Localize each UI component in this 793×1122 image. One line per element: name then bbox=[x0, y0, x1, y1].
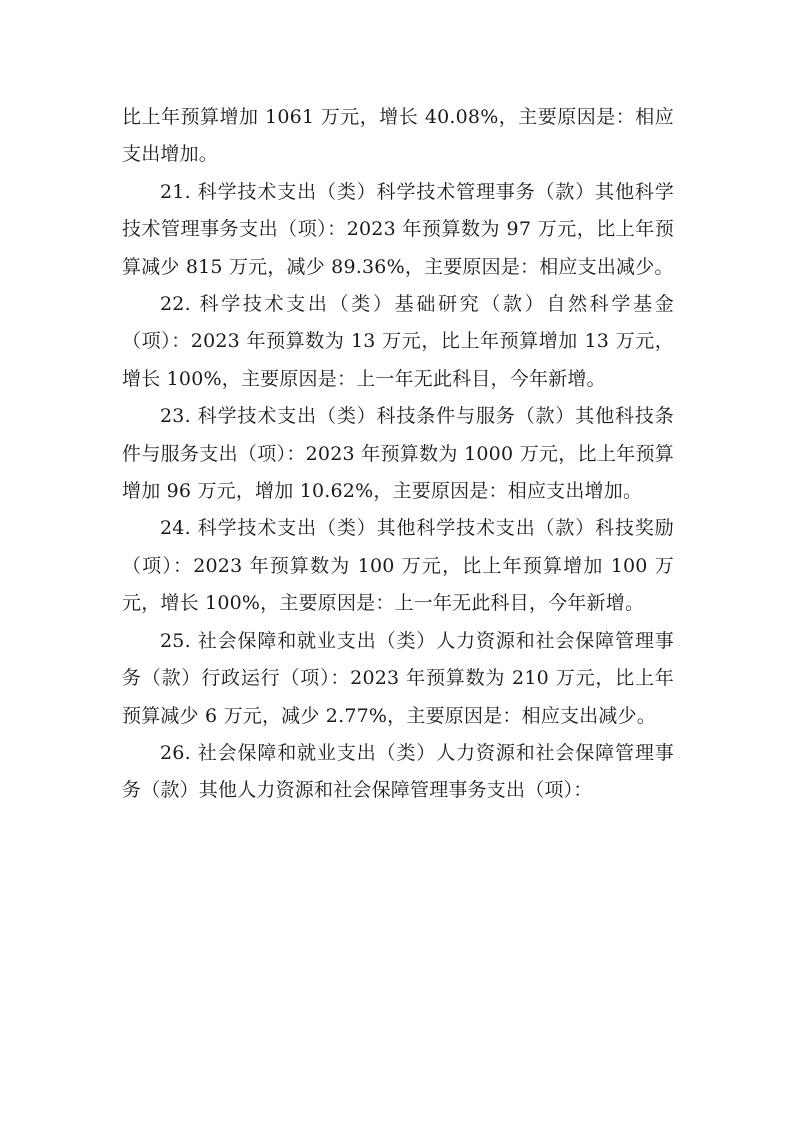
document-body bbox=[122, 99, 674, 810]
paragraph-25: 25. 社会保障和就业支出（类）人力资源和社会保障管理事务（款）行政运行（项）：2023 年预算数为 210 万元，比上年预算减少 6 万元，减少 2.77%，主要原因是：相应支出减少。 bbox=[122, 629, 674, 727]
paragraph-24: 24. 科学技术支出（类）其他科学技术支出（款）科技奖励（项）：2023 年预算数为 100 万元，比上年预算增加 100 万元，增长 100%，主要原因是：上一年无此科目，今年新增。 bbox=[122, 517, 674, 615]
paragraph-23: 23. 科学技术支出（类）科技条件与服务（款）其他科技条件与服务支出（项）：2023 年预算数为 1000 万元，比上年预算增加 96 万元，增加 10.62%，主要原因是：相应支出增加。 bbox=[122, 405, 674, 503]
paragraph-21: 21. 科学技术支出（类）科学技术管理事务（款）其他科学技术管理事务支出（项）：2023 年预算数为 97 万元，比上年预算减少 815 万元，减少 89.36%，主要原因是：相应支出减少。 bbox=[122, 180, 674, 278]
paragraph-26: 26. 社会保障和就业支出（类）人力资源和社会保障管理事务（款）其他人力资源和社会保障管理事务支出（项）： bbox=[122, 741, 674, 802]
paragraph-20-continued: 比上年预算增加 1061 万元，增长 40.08%，主要原因是：相应支出增加。 bbox=[122, 106, 674, 166]
paragraph-22: 22. 科学技术支出（类）基础研究（款）自然科学基金（项）：2023 年预算数为 13 万元，比上年预算增加 13 万元，增长 100%，主要原因是：上一年无此科目，今年新增。 bbox=[122, 293, 674, 390]
